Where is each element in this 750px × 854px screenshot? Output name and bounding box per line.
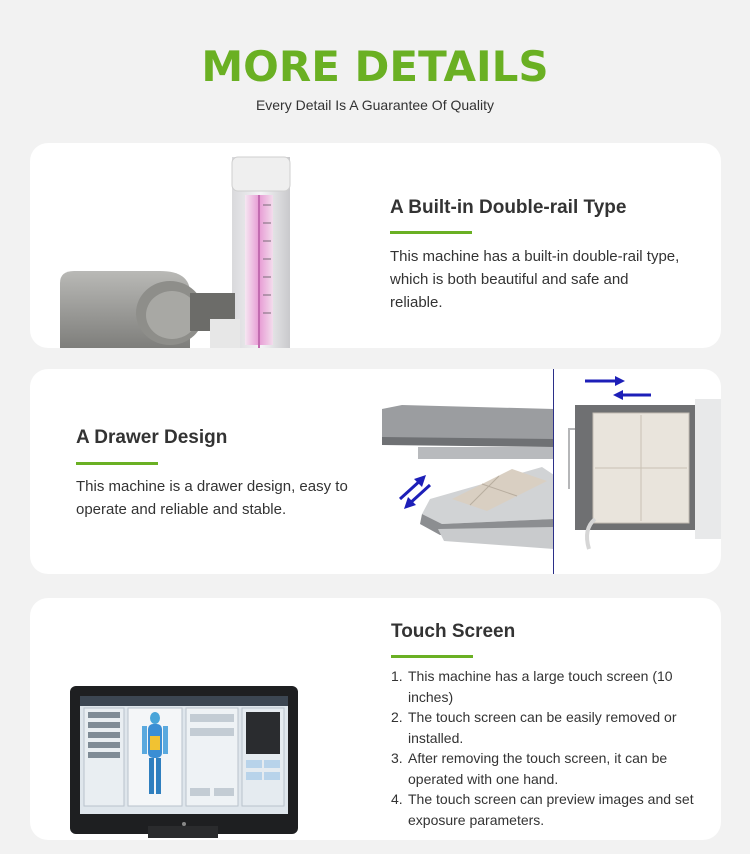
list-item: 3. After removing the touch screen, it can be operated with one hand. — [391, 750, 668, 787]
detail-card-double-rail — [30, 143, 721, 348]
title-underline — [76, 462, 158, 465]
section-title: Touch Screen — [391, 621, 516, 642]
list-item: 1. This machine has a large touch screen (10 inches) — [391, 668, 673, 705]
drawer-table-image — [382, 369, 554, 574]
section-description: This machine has a built-in double-rail type, which is both beautiful and safe and reliable. — [390, 248, 680, 311]
image-divider — [553, 369, 554, 574]
section-description: This machine is a drawer design, easy to operate and reliable and stable. — [76, 478, 348, 518]
list-item: 2. The touch screen can be easily removed or installed. — [391, 709, 677, 746]
detail-card-touch-screen — [30, 598, 721, 840]
title-underline — [391, 655, 473, 658]
page-header — [0, 0, 750, 140]
touch-screen-tablet-image — [70, 686, 302, 838]
page-subtitle: Every Detail Is A Guarantee Of Quality — [255, 97, 495, 113]
detector-panel-image — [555, 369, 721, 574]
detail-card-drawer — [30, 369, 721, 574]
page-title: MORE DETAILS — [201, 42, 549, 91]
section-title: A Built-in Double-rail Type — [390, 197, 627, 218]
title-underline — [390, 231, 472, 234]
section-title: A Drawer Design — [76, 427, 228, 448]
list-item: 4. The touch screen can preview images and set exposure parameters. — [391, 791, 694, 828]
double-rail-column-image — [60, 143, 300, 348]
feature-list — [391, 666, 711, 830]
